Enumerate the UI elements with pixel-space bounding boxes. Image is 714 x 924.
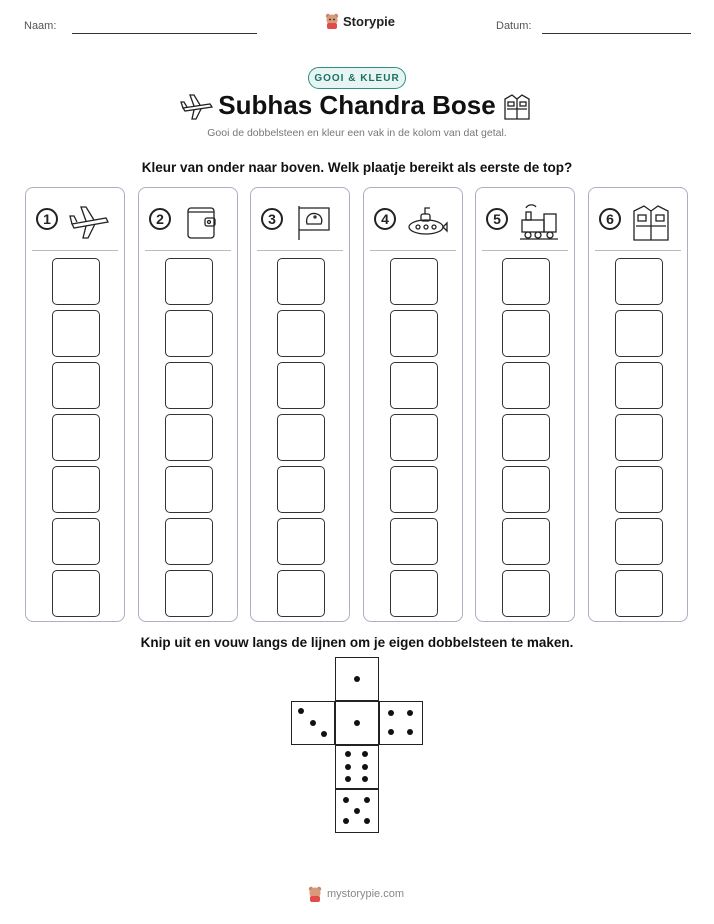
page-title: Subhas Chandra Bose [218,90,496,120]
color-box[interactable] [615,258,663,305]
column-2 [138,187,238,622]
column-header [26,188,124,250]
color-box[interactable] [277,466,325,513]
die-pip [343,797,349,803]
die-pip [345,751,351,757]
lion-flag-icon [293,202,337,242]
uniform-jacket-icon [502,92,532,122]
uniform-jacket-icon [631,202,675,242]
die-pip [354,720,360,726]
die-pip [354,808,360,814]
color-box[interactable] [165,466,213,513]
color-box[interactable] [502,362,550,409]
column-number: 1 [36,208,58,230]
color-box[interactable] [165,570,213,617]
color-box[interactable] [165,518,213,565]
column-divider [32,250,118,251]
color-box[interactable] [52,518,100,565]
die-face-4 [379,701,423,745]
train-icon [518,202,562,242]
color-box[interactable] [615,466,663,513]
die-pip [407,729,413,735]
name-line[interactable] [72,33,257,34]
column-divider [257,250,343,251]
color-box[interactable] [502,518,550,565]
color-box[interactable] [390,414,438,461]
column-1 [25,187,125,622]
column-divider [145,250,231,251]
die-pip [388,729,394,735]
column-number: 6 [599,208,621,230]
color-box[interactable] [390,362,438,409]
footer-url: mystorypie.com [327,888,405,900]
color-box[interactable] [52,414,100,461]
column-4 [363,187,463,622]
color-box[interactable] [615,570,663,617]
column-divider [370,250,456,251]
color-box[interactable] [615,414,663,461]
column-number: 4 [374,208,396,230]
die-pip [362,751,368,757]
bear-logo-icon [308,886,322,902]
die-pip [407,710,413,716]
wallet-icon [181,202,225,242]
color-box[interactable] [615,518,663,565]
color-box[interactable] [165,414,213,461]
column-header [364,188,462,250]
column-number: 5 [486,208,508,230]
color-box[interactable] [165,362,213,409]
brand-name: Storypie [343,13,396,29]
column-number: 3 [261,208,283,230]
die-pip [343,818,349,824]
die-pip [362,776,368,782]
airplane-icon [68,202,112,242]
die-pip [321,731,327,737]
die-face-5 [335,789,379,833]
color-box[interactable] [277,362,325,409]
date-line[interactable] [542,33,691,34]
column-3 [250,187,350,622]
color-box[interactable] [390,570,438,617]
color-box[interactable] [165,310,213,357]
color-box[interactable] [277,570,325,617]
die-pip [362,764,368,770]
color-box[interactable] [502,310,550,357]
die-pip [354,676,360,682]
instruction-top: Kleur van onder naar boven. Welk plaatje bereikt als eerste de top? [141,160,573,175]
die-pip [310,720,316,726]
color-box[interactable] [615,310,663,357]
color-box[interactable] [52,362,100,409]
color-box[interactable] [502,414,550,461]
color-box[interactable] [277,518,325,565]
color-box[interactable] [52,258,100,305]
subtitle: Gooi de dobbelsteen en kleur een vak in de kolom van dat getal. [207,127,507,139]
brand-logo [325,13,395,29]
color-box[interactable] [502,258,550,305]
color-box[interactable] [390,518,438,565]
color-box[interactable] [277,414,325,461]
color-box[interactable] [52,310,100,357]
die-pip [364,818,370,824]
column-5 [475,187,575,622]
column-header [476,188,574,250]
color-box[interactable] [165,258,213,305]
activity-badge: GOOI & KLEUR [308,67,406,89]
color-box[interactable] [390,258,438,305]
name-label: Naam: [24,20,57,32]
footer [308,886,404,902]
die-pip [388,710,394,716]
color-box[interactable] [52,466,100,513]
column-header [251,188,349,250]
column-divider [482,250,568,251]
column-6 [588,187,688,622]
color-box[interactable] [390,310,438,357]
bear-logo-icon [325,13,339,29]
instruction-bottom: Knip uit en vouw langs de lijnen om je eigen dobbelsteen te maken. [140,635,574,650]
color-box[interactable] [277,310,325,357]
die-pip [345,764,351,770]
die-face-6 [335,745,379,789]
column-header [589,188,687,250]
color-box[interactable] [52,570,100,617]
color-box[interactable] [502,466,550,513]
die-pip [298,708,304,714]
color-box[interactable] [390,466,438,513]
date-label: Datum: [496,20,532,32]
die-face-1 [335,701,379,745]
die-pip [345,776,351,782]
die-pip [364,797,370,803]
color-box[interactable] [502,570,550,617]
column-header [139,188,237,250]
column-divider [595,250,681,251]
column-number: 2 [149,208,171,230]
die-face-3 [291,701,335,745]
color-box[interactable] [277,258,325,305]
die-face-1 [335,657,379,701]
submarine-icon [406,202,450,242]
color-box[interactable] [615,362,663,409]
